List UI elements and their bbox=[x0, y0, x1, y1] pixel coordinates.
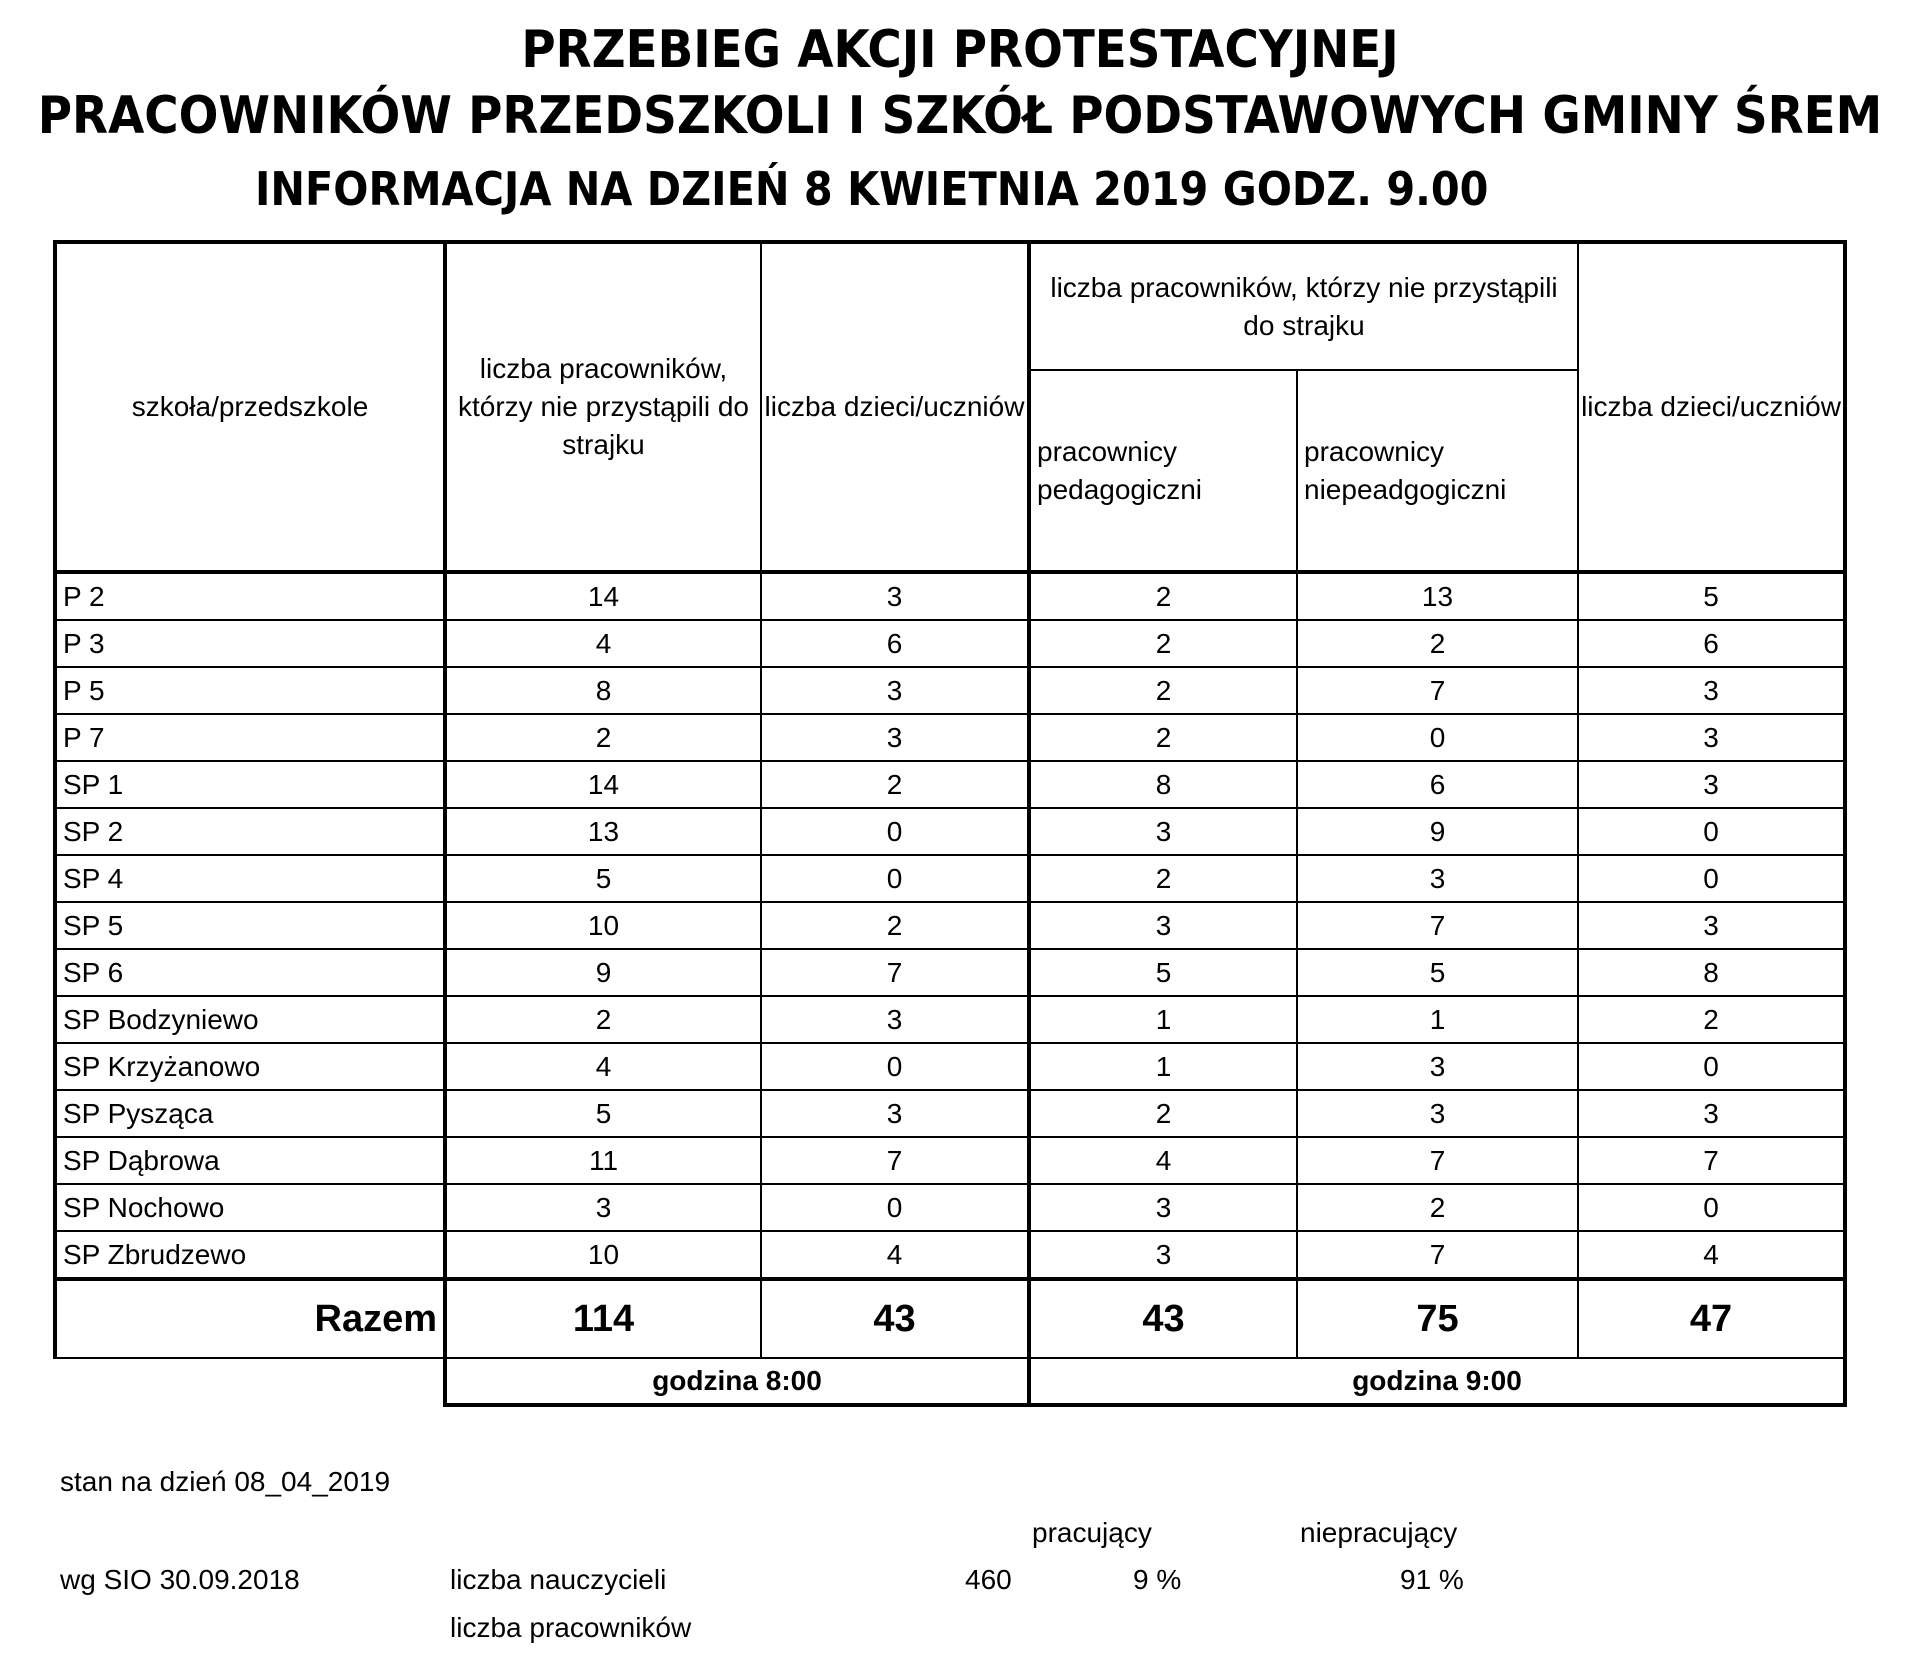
time-9: godzina 9:00 bbox=[1029, 1358, 1845, 1405]
header-children-2: liczba dzieci/uczniów bbox=[1578, 242, 1845, 572]
header-pedagogical: pracownicy pedagogiczni bbox=[1029, 370, 1297, 572]
cell-school: SP Nochowo bbox=[55, 1184, 445, 1231]
cell-employees: 4 bbox=[445, 620, 761, 667]
cell-children-2: 2 bbox=[1578, 996, 1845, 1043]
cell-pedagogical: 2 bbox=[1029, 714, 1297, 761]
header-school: szkoła/przedszkole bbox=[55, 242, 445, 572]
cell-non-pedagogical: 6 bbox=[1297, 761, 1578, 808]
cell-pedagogical: 1 bbox=[1029, 1043, 1297, 1090]
cell-pedagogical: 2 bbox=[1029, 1090, 1297, 1137]
cell-pedagogical: 3 bbox=[1029, 1184, 1297, 1231]
cell-children: 0 bbox=[761, 808, 1029, 855]
working-label: pracujący bbox=[1032, 1517, 1152, 1548]
cell-pedagogical: 4 bbox=[1029, 1137, 1297, 1184]
working-percent: 9 % bbox=[1133, 1564, 1182, 1595]
cell-pedagogical: 3 bbox=[1029, 1231, 1297, 1279]
title-line-2: PRACOWNIKÓW PRZEDSZKOLI I SZKÓŁ PODSTAWOWYCH GMINY ŚREM bbox=[37, 86, 1883, 146]
table-row bbox=[55, 714, 1845, 761]
status-date: stan na dzień 08_04_2019 bbox=[60, 1466, 391, 1497]
cell-non-pedagogical: 7 bbox=[1297, 1137, 1578, 1184]
total-row bbox=[55, 1279, 1845, 1358]
cell-school: SP Pysząca bbox=[55, 1090, 445, 1137]
cell-employees: 2 bbox=[445, 996, 761, 1043]
cell-employees: 13 bbox=[445, 808, 761, 855]
cell-employees: 8 bbox=[445, 667, 761, 714]
cell-children-2: 3 bbox=[1578, 714, 1845, 761]
cell-employees: 14 bbox=[445, 761, 761, 808]
cell-children: 4 bbox=[761, 1231, 1029, 1279]
header-children: liczba dzieci/uczniów bbox=[761, 242, 1029, 572]
cell-non-pedagogical: 13 bbox=[1297, 572, 1578, 620]
total-children: 43 bbox=[761, 1279, 1029, 1358]
table-row bbox=[55, 949, 1845, 996]
not-working-label: niepracujący bbox=[1300, 1517, 1458, 1548]
cell-children-2: 8 bbox=[1578, 949, 1845, 996]
cell-children-2: 3 bbox=[1578, 1090, 1845, 1137]
strike-table bbox=[53, 240, 1847, 1407]
table-row bbox=[55, 667, 1845, 714]
cell-children: 2 bbox=[761, 902, 1029, 949]
cell-pedagogical: 2 bbox=[1029, 572, 1297, 620]
time-8: godzina 8:00 bbox=[445, 1358, 1029, 1405]
cell-children: 3 bbox=[761, 996, 1029, 1043]
total-non-pedagogical: 75 bbox=[1297, 1279, 1578, 1358]
employees-label: liczba pracowników bbox=[450, 1612, 692, 1643]
blank-cell bbox=[55, 1358, 445, 1405]
cell-non-pedagogical: 7 bbox=[1297, 667, 1578, 714]
cell-children: 6 bbox=[761, 620, 1029, 667]
table-row bbox=[55, 1090, 1845, 1137]
cell-employees: 4 bbox=[445, 1043, 761, 1090]
table-row bbox=[55, 1137, 1845, 1184]
cell-employees: 3 bbox=[445, 1184, 761, 1231]
cell-non-pedagogical: 7 bbox=[1297, 1231, 1578, 1279]
cell-children: 3 bbox=[761, 1090, 1029, 1137]
table-row bbox=[55, 996, 1845, 1043]
cell-employees: 10 bbox=[445, 1231, 761, 1279]
cell-school: P 3 bbox=[55, 620, 445, 667]
table-row bbox=[55, 761, 1845, 808]
cell-employees: 14 bbox=[445, 572, 761, 620]
teachers-count: 460 bbox=[965, 1564, 1012, 1595]
cell-children-2: 5 bbox=[1578, 572, 1845, 620]
cell-pedagogical: 1 bbox=[1029, 996, 1297, 1043]
total-children-2: 47 bbox=[1578, 1279, 1845, 1358]
cell-non-pedagogical: 0 bbox=[1297, 714, 1578, 761]
cell-non-pedagogical: 3 bbox=[1297, 1090, 1578, 1137]
header-employees-not-striking: liczba pracowników, którzy nie przystąpili do strajku bbox=[445, 242, 761, 572]
cell-non-pedagogical: 9 bbox=[1297, 808, 1578, 855]
cell-children-2: 6 bbox=[1578, 620, 1845, 667]
table-row bbox=[55, 808, 1845, 855]
cell-non-pedagogical: 2 bbox=[1297, 620, 1578, 667]
cell-non-pedagogical: 7 bbox=[1297, 902, 1578, 949]
cell-children: 0 bbox=[761, 855, 1029, 902]
cell-children: 7 bbox=[761, 1137, 1029, 1184]
cell-pedagogical: 8 bbox=[1029, 761, 1297, 808]
cell-school: SP Zbrudzewo bbox=[55, 1231, 445, 1279]
cell-non-pedagogical: 2 bbox=[1297, 1184, 1578, 1231]
cell-children-2: 0 bbox=[1578, 808, 1845, 855]
header-non-pedagogical: pracownicy niepeadgogiczni bbox=[1297, 370, 1578, 572]
cell-children: 3 bbox=[761, 714, 1029, 761]
header-group-not-striking: liczba pracowników, którzy nie przystąpili do strajku bbox=[1029, 242, 1578, 370]
cell-school: SP 6 bbox=[55, 949, 445, 996]
cell-children-2: 0 bbox=[1578, 1043, 1845, 1090]
cell-school: P 7 bbox=[55, 714, 445, 761]
cell-children: 0 bbox=[761, 1043, 1029, 1090]
total-label: Razem bbox=[55, 1279, 445, 1358]
sio-label: wg SIO 30.09.2018 bbox=[60, 1564, 300, 1595]
cell-pedagogical: 3 bbox=[1029, 808, 1297, 855]
table-row bbox=[55, 572, 1845, 620]
cell-school: SP 2 bbox=[55, 808, 445, 855]
cell-employees: 11 bbox=[445, 1137, 761, 1184]
cell-children: 2 bbox=[761, 761, 1029, 808]
cell-employees: 5 bbox=[445, 1090, 761, 1137]
cell-school: P 5 bbox=[55, 667, 445, 714]
time-row bbox=[55, 1358, 1845, 1405]
cell-children: 7 bbox=[761, 949, 1029, 996]
cell-employees: 2 bbox=[445, 714, 761, 761]
title-line-1: PRZEBIEG AKCJI PROTESTACYJNEJ bbox=[521, 20, 1399, 80]
cell-children-2: 3 bbox=[1578, 902, 1845, 949]
cell-school: SP 4 bbox=[55, 855, 445, 902]
cell-school: SP 5 bbox=[55, 902, 445, 949]
table-row bbox=[55, 902, 1845, 949]
table-row bbox=[55, 1043, 1845, 1090]
cell-employees: 10 bbox=[445, 902, 761, 949]
cell-children-2: 3 bbox=[1578, 761, 1845, 808]
cell-non-pedagogical: 5 bbox=[1297, 949, 1578, 996]
cell-school: SP Dąbrowa bbox=[55, 1137, 445, 1184]
table-row bbox=[55, 1231, 1845, 1279]
teachers-label: liczba nauczycieli bbox=[450, 1564, 667, 1595]
cell-children-2: 3 bbox=[1578, 667, 1845, 714]
cell-non-pedagogical: 1 bbox=[1297, 996, 1578, 1043]
cell-school: SP 1 bbox=[55, 761, 445, 808]
not-working-percent: 91 % bbox=[1400, 1564, 1464, 1595]
cell-employees: 9 bbox=[445, 949, 761, 996]
cell-children-2: 4 bbox=[1578, 1231, 1845, 1279]
cell-non-pedagogical: 3 bbox=[1297, 855, 1578, 902]
cell-school: SP Krzyżanowo bbox=[55, 1043, 445, 1090]
table-row bbox=[55, 620, 1845, 667]
cell-children-2: 0 bbox=[1578, 1184, 1845, 1231]
cell-pedagogical: 2 bbox=[1029, 667, 1297, 714]
subtitle-date: INFORMACJA NA DZIEŃ 8 KWIETNIA 2019 GODZ. 9.00 bbox=[255, 162, 1489, 216]
cell-employees: 5 bbox=[445, 855, 761, 902]
cell-children: 3 bbox=[761, 667, 1029, 714]
cell-pedagogical: 3 bbox=[1029, 902, 1297, 949]
cell-school: P 2 bbox=[55, 572, 445, 620]
cell-children-2: 7 bbox=[1578, 1137, 1845, 1184]
cell-school: SP Bodzyniewo bbox=[55, 996, 445, 1043]
cell-children: 3 bbox=[761, 572, 1029, 620]
cell-pedagogical: 5 bbox=[1029, 949, 1297, 996]
cell-pedagogical: 2 bbox=[1029, 620, 1297, 667]
total-pedagogical: 43 bbox=[1029, 1279, 1297, 1358]
cell-pedagogical: 2 bbox=[1029, 855, 1297, 902]
table-row bbox=[55, 855, 1845, 902]
cell-non-pedagogical: 3 bbox=[1297, 1043, 1578, 1090]
cell-children: 0 bbox=[761, 1184, 1029, 1231]
table-row bbox=[55, 1184, 1845, 1231]
total-employees: 114 bbox=[445, 1279, 761, 1358]
cell-children-2: 0 bbox=[1578, 855, 1845, 902]
